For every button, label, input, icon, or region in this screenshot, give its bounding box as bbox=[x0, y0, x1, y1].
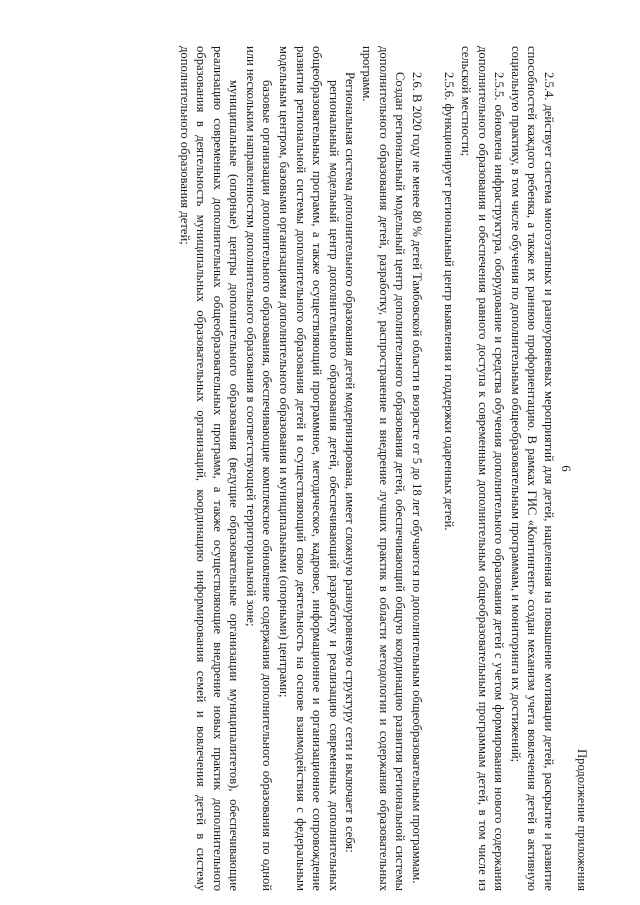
paragraph-2-5-4: 2.5.4. действует система многоэтапных и разноуровневых мероприятий для детей, нацеленная на повышение мотивации детей, раскрытие и развитие способностей каждого ребенка, а также их раннюю профориентацию. В рамках ГИС «Контингент» создан механизм учета вовлечения детей в активную социальную практику, в том числе обучения по дополнительным общеобразовательным программам, и мониторинга их достижений; bbox=[508, 46, 556, 891]
paragraph-2-5-5: 2.5.5. обновлена инфраструктура, оборудование и средства обучения дополнительного образования детей с учетом формирования нового содержания дополнительного образования и обеспечения равного доступа к современным дополнительным общеобразовательным программам детей, в том числе из сельской местности; bbox=[459, 46, 507, 891]
paragraph-2-5-6: 2.5.6. функционирует региональный центр выявления и поддержки одаренных детей. bbox=[442, 72, 457, 531]
paragraph-municipal-centers: муниципальные (опорные) центры дополнительного образования (ведущие образовательные организации муниципалитетов), обеспечивающие реализацию современных дополнительных общеобразовательных программ, а также осуществляющие внедрение новых практик дополнительного образования в деятельность муниципальных образовательных организаций, координацию информирования семей и вовлечения детей в систему дополнительного образования детей; bbox=[177, 46, 242, 891]
continuation-header: Продолжение приложения bbox=[575, 749, 589, 891]
paragraph-2-6: 2.6. В 2020 году не менее 80 % детей Тамбовской области в возрасте от 5 до 18 лет обучаются по дополнительным общеобразовательным программам. bbox=[409, 72, 424, 884]
paragraph-regional-center: региональный модельный центр дополнительного образования детей, обеспечивающий разработку и реализацию современных дополнительных общеобразовательных программ, а также осуществляющий программное, методическое, кадровое, информационное и организационное сопровождение развития региональной системы дополнительного образования детей и осуществляющий свою деятельность на основе взаимодействия с федеральным модельным центром, базовыми организациями дополнительного образования и муниципальными (опорными) центрами; bbox=[277, 46, 341, 891]
rotated-text-block bbox=[50, 46, 590, 891]
paragraph-regional-system: Региональная система дополнительного образования детей модернизирована, имеет сложную разноуровневую структуру сети и включает в себя: bbox=[343, 72, 358, 853]
paragraph-model-center: Создан региональный модельный центр дополнительного образования детей, обеспечивающий общую координацию развития региональной системы дополнительного образования детей, разработку, распространение и внедрение лучших практик в области методологии и содержания образовательных программ. bbox=[360, 46, 408, 891]
page-number: 6 bbox=[559, 465, 573, 472]
paragraph-base-organizations: базовые организации дополнительного образования, обеспечивающие комплексное обновление содержания дополнительного образования по одной или нескольким направленностям дополнительного образования в соответствующей территориальной зоне; bbox=[243, 46, 275, 891]
